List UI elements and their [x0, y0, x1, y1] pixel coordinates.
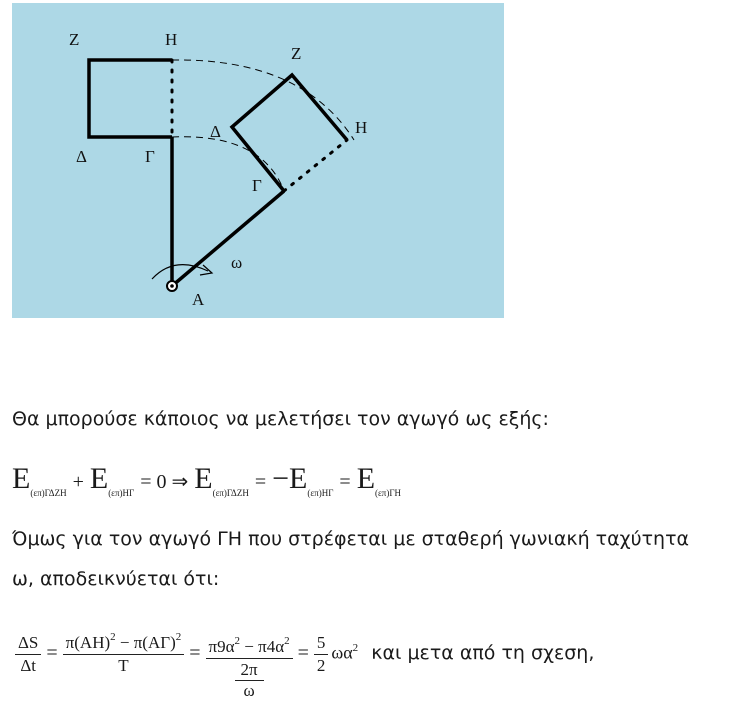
frac-numerator: ΔS [15, 633, 41, 655]
omega-alpha-term: ωα [331, 642, 353, 663]
emf-symbol: E [89, 462, 109, 495]
emf-subscript: (επ)ΗΓ [307, 488, 334, 498]
label-G-original: Γ [145, 147, 155, 166]
exponent: 2 [352, 641, 359, 654]
exponent: 2 [110, 630, 116, 643]
equals-sign: = [254, 471, 267, 493]
equation-emf [12, 462, 401, 496]
emf-symbol: E [194, 462, 213, 495]
label-H-original: H [165, 30, 178, 49]
emf-subscript: (επ)ΓΗ [375, 488, 402, 498]
exponent: 2 [284, 635, 290, 647]
label-omega: ω [231, 253, 243, 272]
frac-denominator [235, 659, 264, 701]
label-Z-original: Z [69, 30, 80, 49]
frame-rotated-wire [232, 75, 347, 191]
emf-symbol-negative: −E [272, 462, 308, 495]
equals-sign: = [297, 641, 309, 664]
frame-original-wire [89, 60, 172, 137]
exponent: 2 [234, 635, 241, 647]
paragraph-line3: ω, αποδεικνύεται ότι: [12, 568, 220, 590]
emf-subscript: (επ)ΓΔΖΗ [212, 488, 249, 498]
arc-G-path [172, 137, 284, 191]
label-A: A [192, 290, 205, 309]
emf-symbol: E [12, 462, 31, 495]
frac-denominator: Δt [20, 655, 37, 675]
equals-sign: = [339, 471, 351, 493]
label-G-rotated: Γ [252, 176, 262, 195]
segment-GH-rotated-dotted [284, 140, 347, 191]
period-denominator: ω [243, 681, 255, 700]
term: π(ΑΗ) [65, 632, 111, 652]
equation-area-rate [12, 622, 595, 700]
period-fraction [235, 660, 264, 701]
label-D-original: Δ [76, 147, 87, 166]
fraction-dS-dt [15, 633, 41, 676]
label-D-rotated: Δ [210, 122, 221, 141]
frac-numerator: 5 [314, 633, 329, 655]
frac-numerator [206, 637, 293, 659]
arm-AG-rotated [172, 191, 284, 286]
paragraph-tail: και μετα από τη σχεση, [371, 641, 595, 664]
rotation-arc [152, 265, 208, 279]
frac-denominator: 2 [316, 655, 326, 675]
rotating-conductor-figure [12, 3, 504, 318]
label-Z-rotated: Z [291, 44, 302, 63]
figure-drawing [12, 3, 504, 318]
paragraph-intro: Θα μπορούσε κάποιος να μελετήσει τον αγωγό ως εξής: [12, 408, 549, 430]
fraction-area-over-T [63, 630, 185, 676]
period-numerator: 2π [235, 660, 264, 681]
term: − π4α [240, 637, 285, 656]
frac-denominator: T [118, 655, 129, 675]
emf-symbol: E [356, 462, 376, 495]
label-H-rotated: H [355, 118, 368, 137]
fraction-substituted [206, 637, 293, 701]
term: − π(ΑΓ) [115, 632, 176, 652]
exponent: 2 [175, 630, 182, 643]
pivot-A-center [170, 284, 174, 288]
emf-subscript: (επ)ΓΔΖΗ [30, 488, 67, 498]
equals-sign: = [189, 641, 201, 664]
fraction-five-halves [314, 633, 329, 676]
term: π9α [208, 637, 235, 656]
plus-sign: + [72, 471, 84, 493]
emf-subscript: (επ)ΗΓ [108, 488, 135, 498]
frac-numerator [63, 630, 185, 655]
paragraph-line2: Όμως για τον αγωγό ΓΗ που στρέφεται με σταθερή γωνιακή ταχύτητα [12, 528, 690, 550]
equals-zero-implies: = 0 ⇒ [140, 471, 189, 493]
equals-sign: = [46, 641, 58, 664]
